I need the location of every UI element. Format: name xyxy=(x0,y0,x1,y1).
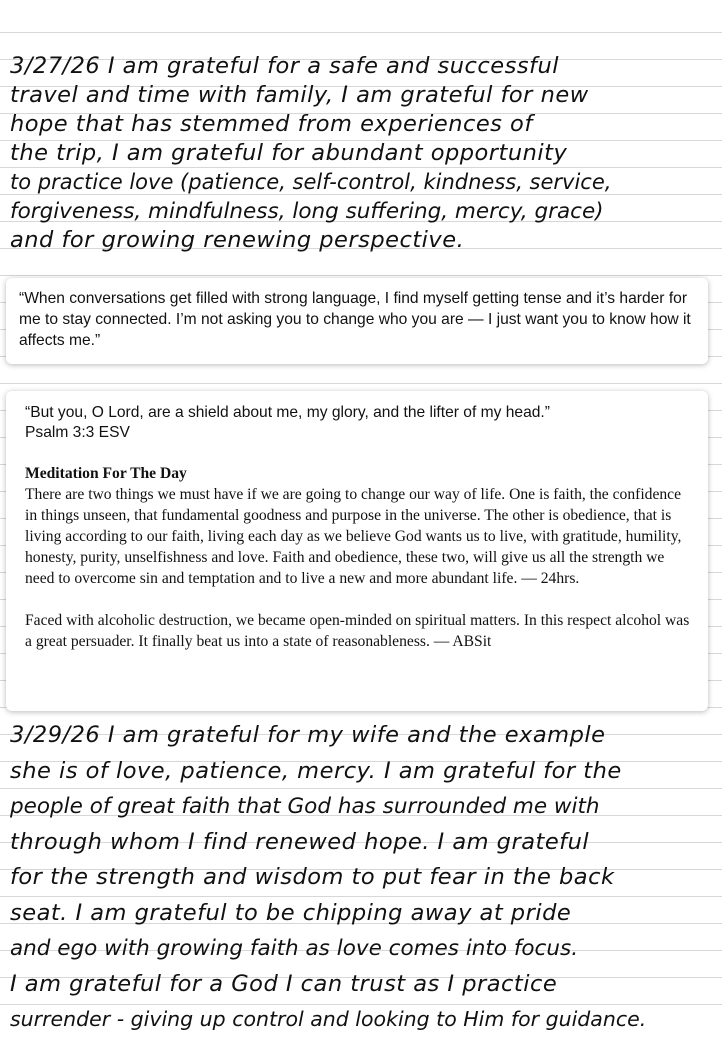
journal-entry-3-27 xyxy=(10,52,722,255)
journal-line: forgiveness, mindfulness, long suffering, mercy, grace) xyxy=(10,199,604,224)
scripture-reference: Psalm 3:3 ESV xyxy=(25,424,130,441)
journal-line: through whom I find renewed hope. I am grateful xyxy=(10,828,590,855)
journal-line: travel and time with family, I am grateful for new xyxy=(10,82,589,108)
meditation-reflection: Faced with alcoholic destruction, we became open-minded on spiritual matters. In this respect alcohol was a great persuader. It finally beat us into a state of reasonableness. — ABSit xyxy=(25,612,690,650)
journal-line: surrender - giving up control and looking to Him for guidance. xyxy=(10,1007,647,1031)
journal-line: to practice love (patience, self-control, kindness, service, xyxy=(10,170,612,194)
journal-line: she is of love, patience, mercy. I am grateful for the xyxy=(10,757,622,784)
meditation-heading: Meditation For The Day xyxy=(25,465,187,482)
journal-line: and for growing renewing perspective. xyxy=(10,227,465,253)
meditation-card xyxy=(6,391,708,711)
journal-line: 3/27/26 I am grateful for a safe and successful xyxy=(10,53,559,79)
quote-text: “When conversations get filled with strong language, I find myself getting tense and it’s harder for me to stay connected. I’m not asking you to change who you are — I just want you to know how it affects me.” xyxy=(19,290,691,349)
journal-entry-3-29 xyxy=(10,718,722,1038)
meditation-body: There are two things we must have if we are going to change our way of life. One is faith, the confidence in things unseen, that fundamental goodness and purpose in the universe. The other is obedience, that is living according to our faith, living each day as we believe God wants us to live, with gratitude, humility, honesty, purity, unselfishness and love. Faith and obedience, these two, will give us all the strength we need to overcome sin and temptation and to live a new and more abundant life. — 24hrs. xyxy=(25,486,682,587)
journal-line: people of great faith that God has surrounded me with xyxy=(10,794,600,819)
journal-line: I am grateful for a God I can trust as I practice xyxy=(10,970,558,997)
journal-line: the trip, I am grateful for abundant opportunity xyxy=(10,140,568,166)
scripture-verse: “But you, O Lord, are a shield about me, my glory, and the lifter of my head.” xyxy=(25,404,550,421)
journal-line: for the strength and wisdom to put fear in the back xyxy=(10,864,615,890)
journal-line: hope that has stemmed from experiences of xyxy=(10,111,533,137)
journal-line: 3/29/26 I am grateful for my wife and the example xyxy=(10,722,606,748)
quote-card xyxy=(6,278,708,364)
journal-line: and ego with growing faith as love comes into focus. xyxy=(10,936,579,961)
journal-line: seat. I am grateful to be chipping away at pride xyxy=(10,899,572,926)
